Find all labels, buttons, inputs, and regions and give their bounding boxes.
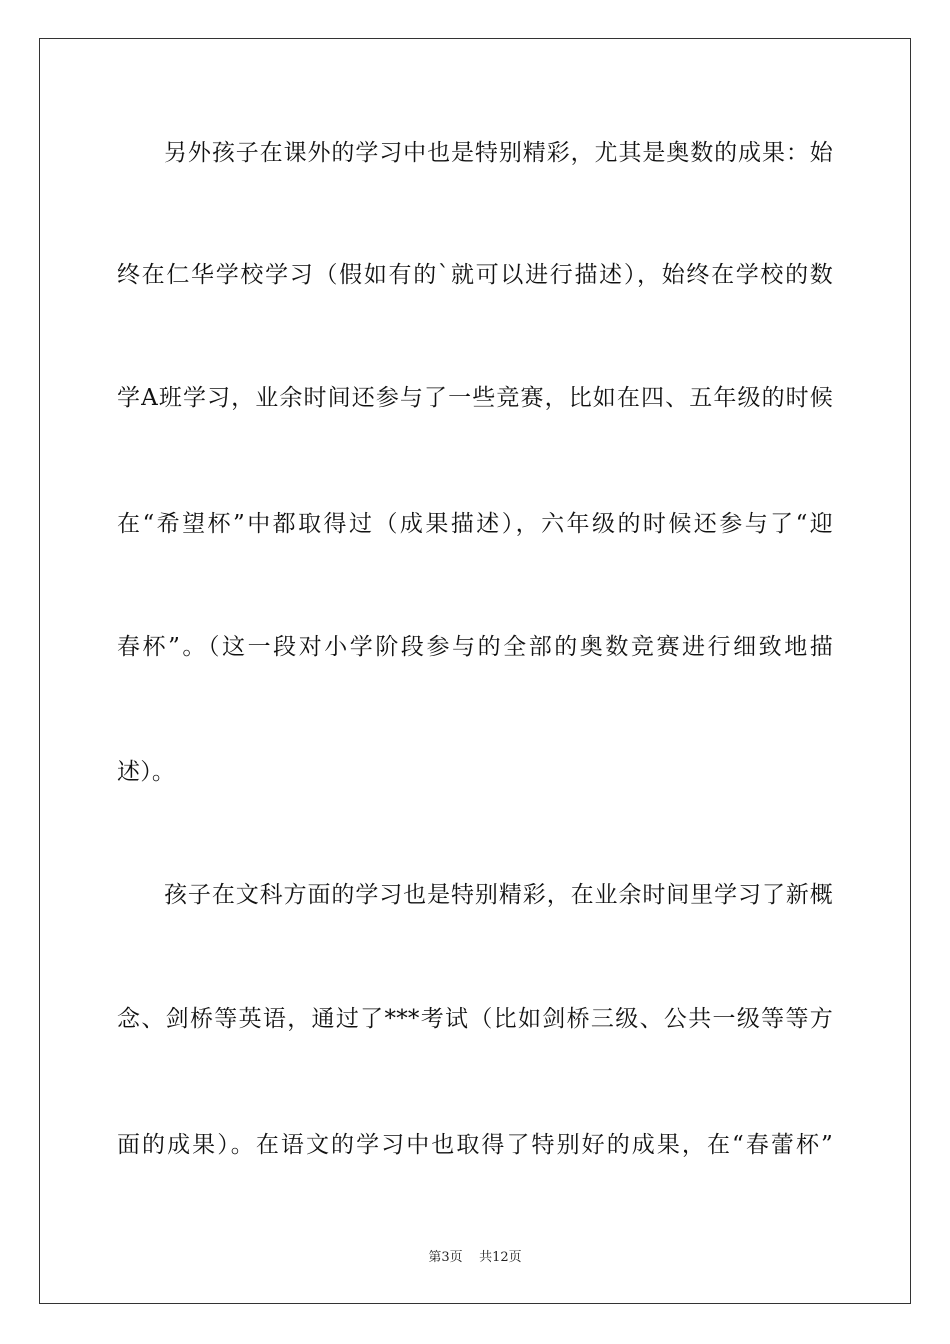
text-line: 述）。 — [117, 759, 176, 785]
page-border — [39, 38, 911, 1304]
text-line: 学A班学习，业余时间还参与了一些竞赛，比如在四、五年级的时候 — [117, 385, 833, 411]
text-line: 在“希望杯”中都取得过（成果描述），六年级的时候还参与了“迎 — [117, 511, 833, 537]
text-line: 终在仁华学校学习（假如有的`就可以进行描述），始终在学校的数 — [117, 262, 833, 288]
text-line: 面的成果）。在语文的学习中也取得了特别好的成果，在“春蕾杯” — [117, 1132, 833, 1158]
text-line: 另外孩子在课外的学习中也是特别精彩，尤其是奥数的成果：始 — [164, 140, 833, 166]
text-line: 春杯”。（这一段对小学阶段参与的全部的奥数竞赛进行细致地描 — [117, 634, 833, 660]
text-line: 念、剑桥等英语，通过了***考试（比如剑桥三级、公共一级等等方 — [117, 1006, 833, 1032]
page-number-footer: 第3页 共12页 — [428, 1250, 522, 1265]
text-line: 孩子在文科方面的学习也是特别精彩，在业余时间里学习了新概 — [164, 882, 833, 908]
